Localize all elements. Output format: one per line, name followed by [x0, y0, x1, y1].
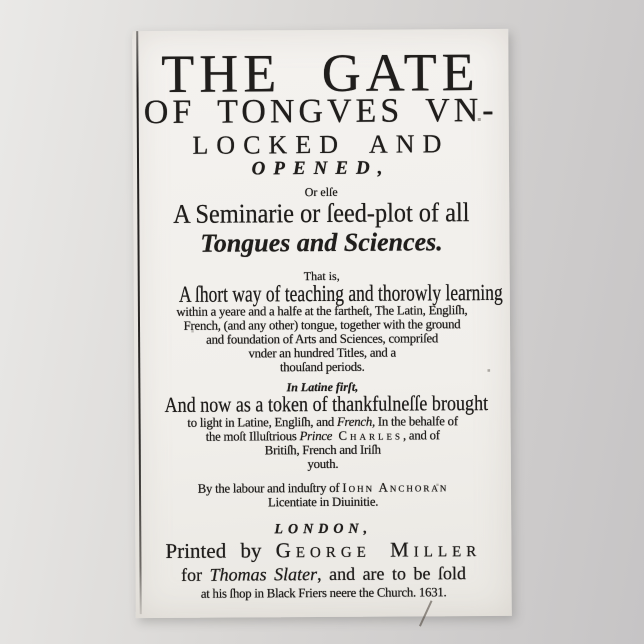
in-latine-text: In Latine firſt, [286, 379, 359, 395]
for-text: for [180, 564, 210, 585]
description-lead: A ſhort way of teaching and thorowly learning [178, 279, 503, 307]
seller-line-post: , and are to be ſold [316, 563, 467, 585]
or-else-text: Or elſe [304, 184, 338, 200]
charles-name: Charles [332, 428, 404, 443]
dedication-line-1-pre: to light in Latine, Engliſh, and [187, 414, 338, 430]
author-line-pre: By the labour and induſtry of [197, 480, 343, 496]
description-line: thouſand periods. [279, 359, 365, 375]
french-word: French, [336, 414, 375, 429]
imprint-city: LONDON, [274, 521, 373, 538]
printer-name: George Miller [275, 537, 482, 563]
title-line-2: OF TONGVES VN- [143, 91, 498, 132]
dedication-line-2-post: , and of [402, 428, 440, 443]
title-line-1: THE GATE [161, 42, 480, 104]
subtitle-line-1: A Seminarie or ſeed-plot of all [173, 197, 470, 229]
description-line: vnder an hundred Titles, and a [248, 345, 396, 361]
description-line: within a yeare and a halfe at the fartheſt, The Latin, Engliſh, [176, 303, 468, 319]
description-line: French, (and any other) tongue, together with the ground [183, 317, 461, 333]
seller-name: Thomas Slater [209, 564, 318, 585]
dedication-lead: And now as a token of thankfulneſſe brought [164, 390, 489, 417]
that-is-text: That is, [303, 268, 340, 284]
imprint-printer-line [135, 537, 511, 563]
paper-specks [132, 31, 133, 32]
dedication-line-1-post: In the behalfe of [374, 414, 458, 429]
book-title-page [132, 29, 512, 618]
title-line-4: OPENED, [251, 157, 391, 180]
description-line: and foundation of Arts and Sciences, compriſed [206, 331, 439, 347]
prince-word: Prince [299, 428, 333, 444]
dedication-line-4: youth. [307, 456, 339, 472]
title-line-3: LOCKED AND [192, 129, 450, 160]
subtitle-line-2: Tongues and Sciences. [200, 227, 443, 258]
author-name: Iohn Anchoran [342, 480, 449, 495]
imprint-address-line: at his ſhop in Black Friers neere the Church. 1631. [200, 585, 447, 601]
dedication-line-2-pre: the moſt Illuſtrious [205, 429, 300, 444]
paper-crease [419, 600, 432, 626]
printed-by-text: Printed by [165, 538, 276, 563]
author-title: Licentiate in Diuinitie. [267, 494, 379, 510]
dedication-line-3: Britiſh, French and Iriſh [264, 442, 381, 458]
imprint-seller-line [135, 563, 511, 586]
